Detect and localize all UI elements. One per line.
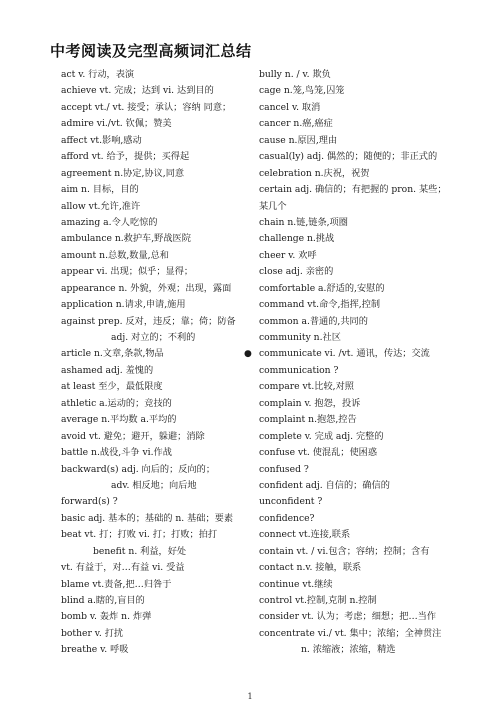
vocab-entry [259,560,459,576]
vocab-entry-text: certain adj. 确信的；有把握的 pron. 某些； [259,184,447,196]
vocab-entry-text: application n.请求,申请,施用 [61,299,186,311]
vocab-entry-text: allow vt.允许,准许 [61,200,141,212]
vocab-entry-text: n. 浓缩液；浓缩，精选 [301,644,396,656]
vocab-entry [61,429,251,445]
vocab-entry [259,577,459,593]
vocab-entry [61,412,251,428]
vocab-entry-text: complete v. 完成 adj. 完整的 [259,430,384,442]
vocab-entry [61,511,251,527]
vocab-entry [61,116,251,132]
vocab-entry-text: confused ? [259,463,309,475]
vocab-entry-text: battle n.战役,斗争 vi.作战 [61,447,172,459]
vocab-entry [61,264,251,280]
page-number: 1 [247,692,253,701]
vocab-entry-text: consider vt. 认为；考虑；细想；把…当作 [259,611,437,623]
vocab-entry [259,445,459,461]
vocab-entry-text: average n.平均数 a.平均的 [61,414,177,426]
vocab-entry-text: control vt.控制,克制 n.控制 [259,595,377,606]
vocab-entry [259,264,459,280]
vocab-entry-text: casual(ly) adj. 偶然的；随便的；非正式的 [259,151,438,163]
vocab-entry [61,642,251,658]
vocab-entry-text: close adj. 亲密的 [259,266,334,278]
vocab-entry-text: at least 至少，最低限度 [61,381,163,393]
vocab-entry [259,511,459,527]
vocab-entry [259,67,459,83]
vocab-entry [259,231,459,247]
vocab-entry [259,363,459,379]
vocab-entry [259,83,459,99]
vocab-entry-text: admire vi./vt. 钦佩；赞美 [61,118,172,130]
vocab-entry-text: appear vi. 出现；似乎；显得； [61,266,194,278]
vocab-entry-text: common a.普通的,共同的 [259,315,368,327]
vocab-entry-text: cheer v. 欢呼 [259,249,317,261]
vocab-entry-text: blame vt.责备,把…归咎于 [61,578,172,590]
vocab-entry [61,248,251,264]
vocab-entry-text: adj. 对立的；不利的 [111,332,196,343]
vocab-entry [259,478,459,494]
vocab-entry-text: afford vt. 给予，提供；买得起 [61,151,190,163]
vocab-entry-text: amazing a.令人吃惊的 [61,216,158,228]
vocab-entry-text: challenge n.挑战 [259,233,335,245]
vocab-entry [259,544,459,560]
vocab-entry-text: confuse vt. 使混乱；使困惑 [259,447,378,459]
vocab-entry [259,149,459,165]
vocab-entry-text: backward(s) adj. 向后的；反向的； [61,463,216,475]
vocab-entry [61,560,251,576]
vocab-entry-text: communication ? [259,364,339,376]
vocab-entry [259,199,459,215]
vocab-entry-text: achieve vt. 完成；达到 vi. 达到目的 [61,85,214,97]
vocab-entry [61,330,251,346]
vocab-entry-text: 某几个 [259,200,287,212]
vocab-entry-text: contain vt. / vi.包含；容纳；控制；含有 [259,545,430,557]
vocab-entry [61,231,251,247]
vocab-entry [61,281,251,297]
vocab-entry-text: benefit n. 利益，好处 [93,545,187,557]
vocab-entry [61,215,251,231]
vocab-entry-text: compare vt.比较,对照 [259,381,354,393]
vocab-entry [259,642,459,658]
vocab-entry-text: complain v. 抱怨，投诉 [259,397,361,409]
vocab-entry-text: ashamed adj. 羞愧的 [61,364,154,376]
vocab-entry [259,182,459,198]
vocab-column-right [244,67,459,659]
vocab-entry [259,527,459,543]
vocab-entry-text: connect vt.连接,联系 [259,529,351,541]
vocab-entry-text: aim n. 目标，目的 [61,184,139,196]
vocab-entry-text: comfortable a.舒适的,安慰的 [259,282,385,294]
vocab-entry [259,100,459,116]
vocab-entry [61,593,251,609]
vocab-entry-text: avoid vt. 避免；避开，躲避；消除 [61,430,205,442]
vocab-entry-text: forward(s) ? [61,496,118,508]
vocab-entry-text: breathe v. 呼吸 [61,644,129,656]
vocab-entry-text: unconfident ? [259,496,323,508]
vocab-entry [61,577,251,593]
vocab-entry [61,363,251,379]
vocab-entry [259,314,459,330]
vocab-entry-text: agreement n.协定,协议,同意 [61,167,185,179]
vocab-entry [61,133,251,149]
vocab-entry [61,100,251,116]
vocab-entry [61,182,251,198]
vocab-entry-text: ambulance n.救护车,野战医院 [61,233,191,245]
vocab-entry-text: act v. 行动，表演 [61,69,135,80]
vocab-entry [244,346,459,362]
vocab-entry [61,166,251,182]
vocab-entry [61,314,251,330]
vocab-entry [259,116,459,132]
vocab-entry-text: community n.社区 [259,332,341,343]
bullet-icon: ● [244,349,252,360]
vocab-entry-text: bomb v. 轰炸 n. 炸弹 [61,611,152,623]
vocab-entry-text: vt. 有益于，对…有益 vi. 受益 [61,562,185,574]
vocab-entry-text: bother v. 打扰 [61,627,124,639]
vocab-entry-text: cancel v. 取消 [259,101,321,113]
vocab-entry-text: against prep. 反对，违反；靠；倚；防备 [61,315,236,327]
vocab-entry-text: continue vt.继续 [259,578,333,590]
vocab-entry [259,281,459,297]
vocab-entry-text: confidence? [259,512,315,524]
vocab-entry-text: beat vt. 打；打败 vi. 打；打败；拍打 [61,529,218,541]
vocab-entry [61,494,251,510]
vocab-entry-text: appearance n. 外貌，外观；出现，露面 [61,282,232,294]
vocab-entry [259,379,459,395]
vocab-entry [61,609,251,625]
vocab-entry-text: communicate vi. /vt. 通讯，传达；交流 [259,348,430,360]
vocab-entry [259,330,459,346]
vocab-entry [259,429,459,445]
vocab-entry [259,593,459,609]
vocab-entry [259,133,459,149]
vocab-entry [259,297,459,313]
vocab-entry-text: article n.文章,条款,物品 [61,348,164,360]
vocab-entry-text: affect vt.影响,感动 [61,134,142,146]
vocab-entry [61,527,251,543]
vocab-entry-text: concentrate vi./ vt. 集中；浓缩；全神贯注 [259,627,442,639]
vocab-entry-text: accept vt./ vt. 接受；承认；容纳 同意； [61,101,232,113]
vocab-column-left [61,67,251,659]
vocab-entry [61,626,251,642]
page-title: 中考阅读及完型高频词汇总结 [50,42,252,60]
vocab-entry [259,215,459,231]
vocab-entry-text: celebration n.庆祝，祝贺 [259,167,370,179]
vocab-entry-text: amount n.总数,数量,总和 [61,249,169,261]
vocab-entry [259,412,459,428]
vocab-entry [61,297,251,313]
vocab-entry-text: chain n.链,链条,项圈 [259,216,348,228]
vocab-entry [61,396,251,412]
vocab-entry [259,248,459,264]
vocab-entry [259,462,459,478]
vocab-entry-text: athletic a.运动的；竞技的 [61,397,172,409]
vocab-entry-text: basic adj. 基本的；基础的 n. 基础；要素 [61,512,234,524]
vocab-entry-text: confident adj. 自信的；确信的 [259,479,390,491]
vocab-entry [61,346,251,362]
vocab-entry-text: bully n. / v. 欺负 [259,69,331,80]
vocab-entry-text: cause n.原因,理由 [259,134,338,146]
vocab-entry-text: cage n.笼,鸟笼,囚笼 [259,85,345,97]
vocab-entry-text: contact n.v. 接触，联系 [259,562,362,574]
vocab-entry [259,396,459,412]
vocab-entry [259,494,459,510]
vocab-entry [61,67,251,83]
vocab-entry [259,609,459,625]
vocab-entry [61,544,251,560]
vocab-entry-text: cancer n.癌,癌症 [259,118,333,130]
vocab-entry [259,166,459,182]
vocab-entry [61,462,251,478]
vocab-entry [61,149,251,165]
vocab-entry-text: blind a.瞎的,盲目的 [61,595,145,606]
vocab-entry [61,199,251,215]
vocab-entry [259,626,459,642]
vocab-entry-text: adv. 相反地；向后地 [111,479,197,491]
vocab-entry [61,379,251,395]
vocab-entry [61,445,251,461]
vocab-entry [61,478,251,494]
vocab-entry [61,83,251,99]
vocab-entry-text: complaint n.抱怨,控告 [259,414,357,426]
vocab-entry-text: command vt.命令,指挥,控制 [259,299,381,311]
